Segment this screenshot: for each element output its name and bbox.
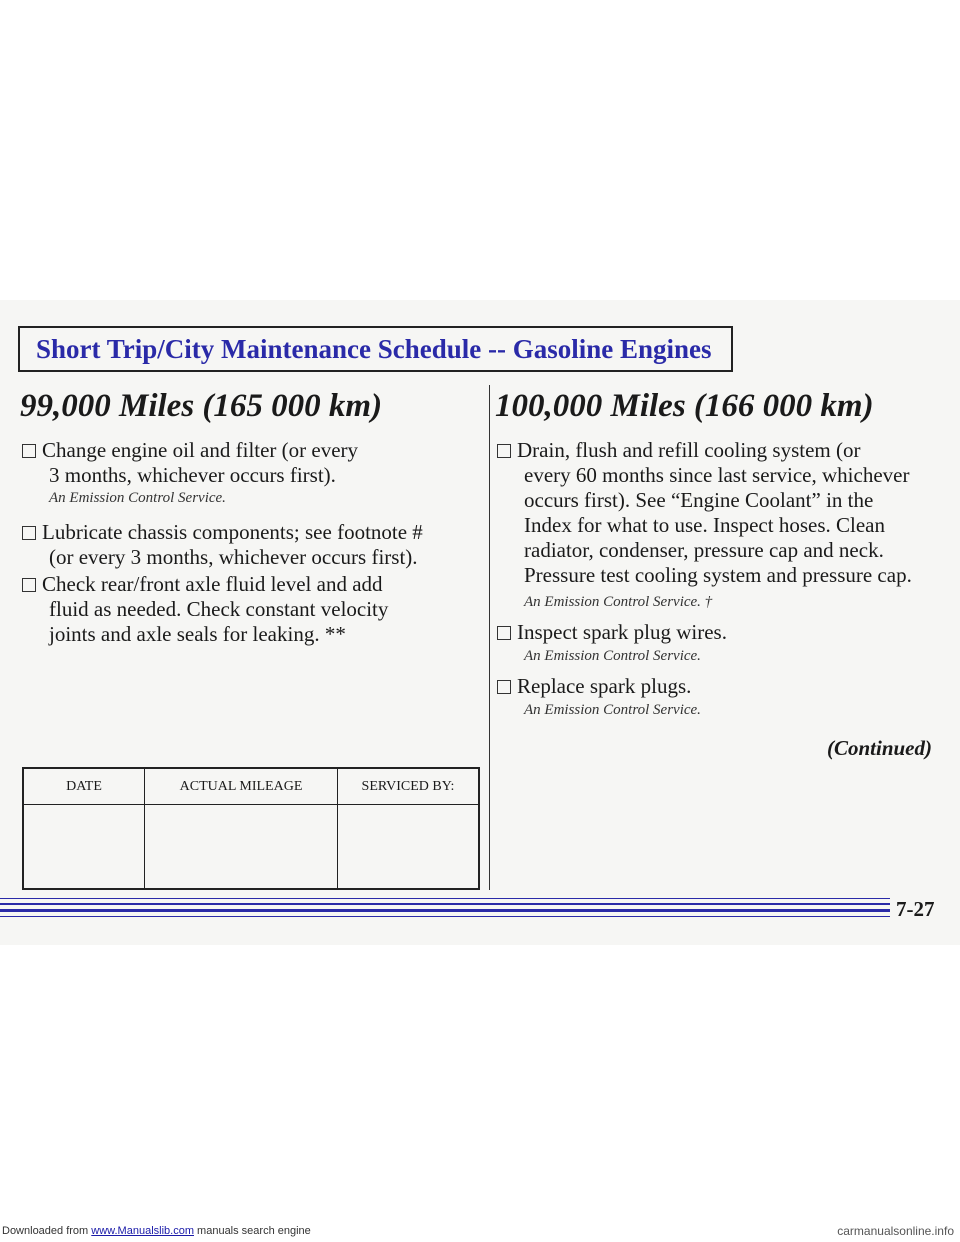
checkbox-icon[interactable] [22, 578, 36, 592]
rule-line [0, 903, 890, 905]
serviced-by-cell[interactable] [338, 805, 480, 890]
rule-line [0, 916, 890, 917]
checkbox-icon[interactable] [497, 444, 511, 458]
section-title: Short Trip/City Maintenance Schedule -- Gasoline Engines [36, 333, 712, 364]
checklist-item: Inspect spark plug wires. [497, 620, 727, 645]
mileage-cell[interactable] [145, 805, 338, 890]
column-divider [489, 385, 490, 890]
right-heading: 100,000 Miles (166 000 km) [495, 388, 874, 424]
date-cell[interactable] [23, 805, 145, 890]
checklist-item: Check rear/front axle fluid level and add fluid as needed. Check constant velocity joints and axle seals for leaking. ** [22, 572, 388, 647]
emission-note: An Emission Control Service. [524, 648, 701, 664]
rule-line [0, 898, 890, 899]
checklist-item: Lubricate chassis components; see footnote # (or every 3 months, whichever occurs first). [22, 520, 423, 570]
download-footer: Downloaded from www.Manualslib.com manuals search engine [2, 1225, 311, 1237]
page-number: 7-27 [896, 897, 935, 921]
emission-note: An Emission Control Service. [49, 490, 226, 506]
date-header: DATE [23, 768, 145, 805]
checkbox-icon[interactable] [497, 626, 511, 640]
checklist-item: Replace spark plugs. [497, 674, 691, 699]
checklist-item: Drain, flush and refill cooling system (or every 60 months since last service, whichever occurs first). See “Engine Coolant” in the Index for what to use. Inspect hoses. Clean radiator, condenser, pressure cap and neck. Pressure test cooling system and pressure cap. [497, 438, 912, 588]
emission-note: An Emission Control Service. † [524, 594, 713, 610]
section-header [18, 326, 733, 372]
mileage-header: ACTUAL MILEAGE [145, 768, 338, 805]
watermark: carmanualsonline.info [837, 1224, 954, 1238]
emission-note: An Emission Control Service. [524, 702, 701, 718]
left-heading: 99,000 Miles (165 000 km) [20, 388, 383, 424]
checkbox-icon[interactable] [497, 680, 511, 694]
continued-label: (Continued) [826, 736, 932, 760]
checkbox-icon[interactable] [22, 526, 36, 540]
serviced-by-header: SERVICED BY: [338, 768, 480, 805]
checkbox-icon[interactable] [22, 444, 36, 458]
service-log-table [22, 767, 480, 890]
checklist-item: Change engine oil and filter (or every 3 months, whichever occurs first). [22, 438, 358, 488]
manualslib-link[interactable]: www.Manualslib.com [91, 1225, 194, 1237]
rule-line [0, 909, 890, 912]
